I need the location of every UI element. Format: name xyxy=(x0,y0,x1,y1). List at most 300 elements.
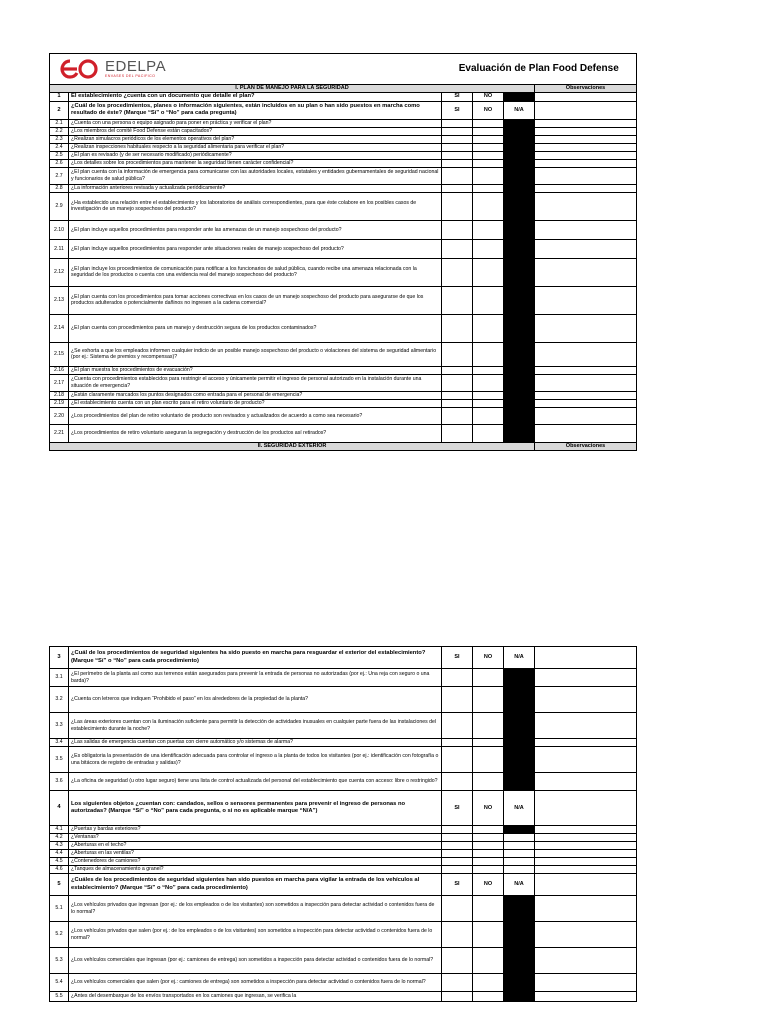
answer-si-cell[interactable] xyxy=(442,739,473,747)
question-text: ¿Puertas y bardas exteriores? xyxy=(69,826,442,834)
question-text: ¿Están claramente marcados los puntos designados como entrada para el personal de emergencia? xyxy=(69,391,442,399)
question-text: ¿Antes del desembarque de los envíos transportados en los camiones que ingresan, se verifica la xyxy=(69,992,442,1002)
observations-cell[interactable] xyxy=(535,151,637,159)
question-number: 5.5 xyxy=(50,992,69,1002)
observations-cell[interactable] xyxy=(535,220,637,239)
question-number: 2.14 xyxy=(50,314,69,342)
answer-no-cell[interactable] xyxy=(473,773,504,791)
question-text: ¿Aberturas en las ventilas? xyxy=(69,850,442,858)
answer-si-cell: SI xyxy=(442,647,473,669)
answer-na-cell[interactable] xyxy=(504,858,535,866)
question-row xyxy=(50,159,637,167)
question-number: 2.20 xyxy=(50,407,69,424)
answer-na-cell: N/A xyxy=(504,791,535,826)
question-text: ¿Cuenta con letreros que indiquen “Prohibido el paso” en los alrededores de la propiedad de la planta? xyxy=(69,687,442,713)
answer-no-cell[interactable] xyxy=(473,974,504,992)
question-number: 2.21 xyxy=(50,424,69,442)
edelpa-logo xyxy=(52,58,440,80)
answer-si-cell[interactable] xyxy=(442,747,473,773)
answer-na-cell xyxy=(504,167,535,184)
brand-name: EDELPA xyxy=(105,58,167,75)
answer-no-cell[interactable] xyxy=(473,184,504,192)
answer-si-cell[interactable] xyxy=(442,127,473,135)
question-number: 2.4 xyxy=(50,143,69,151)
question-number: 2.8 xyxy=(50,184,69,192)
answer-no-cell[interactable] xyxy=(473,127,504,135)
question-text: ¿El plan cuenta con la información de emergencia para comunicarse con las autoridades locales, estatales y entidades gubernamentales de seguridad nacional y funcionarios de salud pública? xyxy=(69,167,442,184)
question-row xyxy=(50,791,637,826)
question-row xyxy=(50,874,637,896)
answer-na-cell[interactable] xyxy=(504,834,535,842)
question-row xyxy=(50,258,637,286)
answer-si-cell[interactable] xyxy=(442,167,473,184)
question-number: 2.15 xyxy=(50,342,69,366)
question-number: 2.9 xyxy=(50,192,69,220)
observations-cell[interactable] xyxy=(535,101,637,119)
observations-cell[interactable] xyxy=(535,239,637,258)
answer-na-cell xyxy=(504,826,535,834)
question-number: 4 xyxy=(50,791,69,826)
question-row xyxy=(50,647,637,669)
question-number: 2.1 xyxy=(50,119,69,127)
answer-no-cell[interactable] xyxy=(473,948,504,974)
answer-si-cell[interactable] xyxy=(442,119,473,127)
question-number: 2.18 xyxy=(50,391,69,399)
observations-cell[interactable] xyxy=(535,647,637,669)
observations-cell[interactable] xyxy=(535,850,637,858)
question-row xyxy=(50,850,637,858)
answer-na-cell[interactable] xyxy=(504,866,535,874)
answer-si-cell[interactable] xyxy=(442,922,473,948)
answer-si-cell[interactable] xyxy=(442,192,473,220)
answer-no-cell[interactable] xyxy=(473,119,504,127)
question-number: 5.1 xyxy=(50,896,69,922)
answer-na-cell: N/A xyxy=(504,101,535,119)
question-number: 2.7 xyxy=(50,167,69,184)
question-number: 4.3 xyxy=(50,842,69,850)
answer-na-cell xyxy=(504,424,535,442)
answer-no-cell[interactable] xyxy=(473,342,504,366)
answer-si-cell: SI xyxy=(442,874,473,896)
answer-na-cell xyxy=(504,669,535,687)
observations-cell[interactable] xyxy=(535,286,637,314)
observations-cell[interactable] xyxy=(535,192,637,220)
observations-cell[interactable] xyxy=(535,119,637,127)
question-text: ¿Realizan inspecciones habituales respecto a la seguridad alimentaria para verificar el plan? xyxy=(69,143,442,151)
answer-na-cell xyxy=(504,92,535,101)
observations-cell[interactable] xyxy=(535,866,637,874)
answer-no-cell[interactable] xyxy=(473,866,504,874)
observations-cell[interactable] xyxy=(535,127,637,135)
answer-na-cell xyxy=(504,974,535,992)
answer-na-cell xyxy=(504,314,535,342)
answer-no-cell[interactable] xyxy=(473,220,504,239)
question-text: ¿El plan incluye aquellos procedimientos para responder ante las amenazas de un manejo sospechoso del producto? xyxy=(69,220,442,239)
question-text: ¿Los miembros del comité Food Defense están capacitados? xyxy=(69,127,442,135)
question-number: 5.4 xyxy=(50,974,69,992)
question-row xyxy=(50,127,637,135)
question-number: 3.2 xyxy=(50,687,69,713)
question-row xyxy=(50,922,637,948)
observations-cell[interactable] xyxy=(535,739,637,747)
answer-no-cell[interactable] xyxy=(473,669,504,687)
question-number: 2 xyxy=(50,101,69,119)
answer-si-cell[interactable] xyxy=(442,407,473,424)
question-row xyxy=(50,739,637,747)
answer-na-cell xyxy=(504,184,535,192)
question-text: ¿Es obligatoria la presentación de una identificación adecuada para controlar el ingreso a la planta de todos los visitantes (por ej.: identificación con fotografía o una bitácora de registro de entradas y salidas)? xyxy=(69,747,442,773)
answer-si-cell: SI xyxy=(442,92,473,101)
question-row xyxy=(50,119,637,127)
answer-si-cell[interactable] xyxy=(442,220,473,239)
answer-no-cell[interactable] xyxy=(473,687,504,713)
question-row xyxy=(50,948,637,974)
observations-cell[interactable] xyxy=(535,159,637,167)
answer-no-cell[interactable] xyxy=(473,366,504,374)
answer-no-cell: NO xyxy=(473,874,504,896)
answer-si-cell[interactable] xyxy=(442,374,473,391)
answer-si-cell[interactable] xyxy=(442,669,473,687)
question-number: 1 xyxy=(50,92,69,101)
question-text: ¿Los detalles sobre los procedimientos para mantener la seguridad tienen carácter confidencial? xyxy=(69,159,442,167)
answer-na-cell xyxy=(504,747,535,773)
answer-si-cell[interactable] xyxy=(442,773,473,791)
observations-cell[interactable] xyxy=(535,399,637,407)
question-row xyxy=(50,192,637,220)
answer-si-cell: SI xyxy=(442,101,473,119)
answer-si-cell[interactable] xyxy=(442,159,473,167)
question-row xyxy=(50,424,637,442)
observations-cell[interactable] xyxy=(535,374,637,391)
evaluation-sheet-part1 xyxy=(49,53,636,451)
answer-na-cell xyxy=(504,713,535,739)
answer-si-cell: SI xyxy=(442,791,473,826)
observations-cell[interactable] xyxy=(535,687,637,713)
observations-cell[interactable] xyxy=(535,314,637,342)
observations-cell[interactable] xyxy=(535,791,637,826)
question-text: ¿Los vehículos privados que salen (por ej.: de los empleados o de los visitantes) son sometidos a inspección para detectar actividad o contenidos fuera de lo normal? xyxy=(69,922,442,948)
answer-no-cell[interactable] xyxy=(473,143,504,151)
observations-cell[interactable] xyxy=(535,922,637,948)
question-number: 2.12 xyxy=(50,258,69,286)
observations-cell[interactable] xyxy=(535,747,637,773)
question-number: 2.11 xyxy=(50,239,69,258)
answer-si-cell[interactable] xyxy=(442,399,473,407)
answer-na-cell xyxy=(504,220,535,239)
answer-na-cell xyxy=(504,119,535,127)
answer-na-cell xyxy=(504,159,535,167)
answer-no-cell[interactable] xyxy=(473,922,504,948)
observations-cell[interactable] xyxy=(535,407,637,424)
question-number: 5.3 xyxy=(50,948,69,974)
answer-si-cell[interactable] xyxy=(442,258,473,286)
observations-cell[interactable] xyxy=(535,391,637,399)
answer-si-cell[interactable] xyxy=(442,826,473,834)
answer-na-cell xyxy=(504,366,535,374)
observations-header: Observaciones xyxy=(535,442,637,450)
answer-no-cell[interactable] xyxy=(473,747,504,773)
answer-na-cell xyxy=(504,239,535,258)
observations-cell[interactable] xyxy=(535,366,637,374)
question-text: ¿El plan incluye aquellos procedimientos para responder ante situaciones reales de manejo sospechoso del producto? xyxy=(69,239,442,258)
answer-si-cell[interactable] xyxy=(442,842,473,850)
answer-si-cell[interactable] xyxy=(442,974,473,992)
question-number: 2.3 xyxy=(50,135,69,143)
answer-si-cell[interactable] xyxy=(442,424,473,442)
observations-cell[interactable] xyxy=(535,167,637,184)
answer-si-cell[interactable] xyxy=(442,992,473,1002)
answer-si-cell[interactable] xyxy=(442,948,473,974)
answer-si-cell[interactable] xyxy=(442,143,473,151)
answer-si-cell[interactable] xyxy=(442,391,473,399)
answer-no-cell[interactable] xyxy=(473,258,504,286)
question-text: ¿El plan cuenta con los procedimientos para tomar acciones correctivas en los casos de un manejo sospechoso del producto para asegurarse de que los productos adulterados o potencialmente dañinos no ingresen a la cadena comercial? xyxy=(69,286,442,314)
question-row xyxy=(50,842,637,850)
answer-na-cell[interactable] xyxy=(504,850,535,858)
evaluation-sheet-part2 xyxy=(49,646,636,1002)
answer-no-cell[interactable] xyxy=(473,314,504,342)
answer-no-cell: NO xyxy=(473,92,504,101)
question-row xyxy=(50,407,637,424)
answer-no-cell[interactable] xyxy=(473,992,504,1002)
question-row xyxy=(50,974,637,992)
answer-na-cell xyxy=(504,399,535,407)
question-row xyxy=(50,167,637,184)
question-row xyxy=(50,135,637,143)
observations-cell[interactable] xyxy=(535,842,637,850)
answer-no-cell[interactable] xyxy=(473,167,504,184)
answer-no-cell[interactable] xyxy=(473,374,504,391)
answer-no-cell[interactable] xyxy=(473,850,504,858)
answer-si-cell[interactable] xyxy=(442,314,473,342)
edelpa-logo-icon xyxy=(58,58,100,80)
observations-cell[interactable] xyxy=(535,948,637,974)
answer-si-cell[interactable] xyxy=(442,896,473,922)
observations-cell[interactable] xyxy=(535,858,637,866)
question-row xyxy=(50,239,637,258)
answer-na-cell xyxy=(504,992,535,1002)
brand-subtitle: ENVASES DEL PACIFICO xyxy=(105,74,156,78)
answer-no-cell[interactable] xyxy=(473,424,504,442)
question-row xyxy=(50,391,637,399)
answer-si-cell[interactable] xyxy=(442,239,473,258)
answer-no-cell[interactable] xyxy=(473,286,504,314)
observations-cell[interactable] xyxy=(535,258,637,286)
question-text: El establecimiento ¿cuenta con un documento que detalle el plan? xyxy=(69,92,442,101)
answer-no-cell[interactable] xyxy=(473,858,504,866)
question-row xyxy=(50,992,637,1002)
question-row xyxy=(50,314,637,342)
question-text: ¿La oficina de seguridad (u otro lugar seguro) tiene una lista de control actualizada del personal del establecimiento que cuenta con acceso: libre o restringido? xyxy=(69,773,442,791)
answer-na-cell xyxy=(504,948,535,974)
observations-cell[interactable] xyxy=(535,826,637,834)
question-text: ¿La información anteriores revisada y actualizada periódicamente? xyxy=(69,184,442,192)
observations-cell[interactable] xyxy=(535,713,637,739)
section-header-exterior xyxy=(50,442,637,450)
question-row xyxy=(50,101,637,119)
question-number: 2.19 xyxy=(50,399,69,407)
question-number: 3 xyxy=(50,647,69,669)
answer-no-cell[interactable] xyxy=(473,399,504,407)
observations-cell[interactable] xyxy=(535,143,637,151)
answer-no-cell[interactable] xyxy=(473,159,504,167)
section-title-plan: I. PLAN DE MANEJO PARA LA SEGURIDAD xyxy=(50,85,535,93)
question-text: ¿El plan cuenta con procedimientos para un manejo y destrucción segura de los productos contaminados? xyxy=(69,314,442,342)
evaluation-table-part2 xyxy=(49,646,637,1002)
answer-na-cell xyxy=(504,192,535,220)
question-number: 2.13 xyxy=(50,286,69,314)
section-header-plan xyxy=(50,85,637,93)
question-text: ¿Realizan simulacros periódicos de los elementos operativos del plan? xyxy=(69,135,442,143)
answer-si-cell[interactable] xyxy=(442,184,473,192)
question-text: ¿Los procedimientos del plan de retiro voluntario de producto son revisados y actualizados de acuerdo a como sea necesario? xyxy=(69,407,442,424)
observations-cell[interactable] xyxy=(535,896,637,922)
observations-cell[interactable] xyxy=(535,992,637,1002)
question-row xyxy=(50,92,637,101)
observations-header: Observaciones xyxy=(535,85,637,93)
answer-no-cell[interactable] xyxy=(473,239,504,258)
observations-cell[interactable] xyxy=(535,974,637,992)
question-text: ¿Aberturas en el techo? xyxy=(69,842,442,850)
question-number: 4.2 xyxy=(50,834,69,842)
question-text: ¿Tanques de almacenamiento a granel? xyxy=(69,866,442,874)
observations-cell[interactable] xyxy=(535,92,637,101)
answer-si-cell[interactable] xyxy=(442,858,473,866)
question-number: 3.6 xyxy=(50,773,69,791)
question-text: ¿Los procedimientos de retiro voluntario aseguran la segregación y destrucción de los productos así retirados? xyxy=(69,424,442,442)
observations-cell[interactable] xyxy=(535,669,637,687)
question-number: 5 xyxy=(50,874,69,896)
answer-na-cell: N/A xyxy=(504,647,535,669)
answer-si-cell[interactable] xyxy=(442,342,473,366)
answer-na-cell xyxy=(504,135,535,143)
answer-no-cell[interactable] xyxy=(473,896,504,922)
answer-si-cell[interactable] xyxy=(442,866,473,874)
answer-si-cell[interactable] xyxy=(442,713,473,739)
answer-si-cell[interactable] xyxy=(442,366,473,374)
answer-no-cell[interactable] xyxy=(473,407,504,424)
answer-no-cell: NO xyxy=(473,791,504,826)
question-text: ¿Cuáles de los procedimientos de seguridad siguientes han sido puestos en marcha para vigilar la entrada de los vehículos al establecimiento? (Marque “Sí” o “No” para cada procedimiento) xyxy=(69,874,442,896)
question-text: ¿Ventanas? xyxy=(69,834,442,842)
evaluation-table-part1 xyxy=(49,53,637,451)
question-text: ¿Cuenta con una persona o equipo asignado para poner en práctica y verificar el plan? xyxy=(69,119,442,127)
question-row xyxy=(50,366,637,374)
section-title-exterior: II. SEGURIDAD EXTERIOR xyxy=(50,442,535,450)
question-row xyxy=(50,342,637,366)
answer-na-cell xyxy=(504,286,535,314)
question-row xyxy=(50,826,637,834)
question-number: 4.4 xyxy=(50,850,69,858)
question-number: 4.1 xyxy=(50,826,69,834)
question-number: 4.6 xyxy=(50,866,69,874)
question-number: 2.17 xyxy=(50,374,69,391)
answer-na-cell xyxy=(504,896,535,922)
observations-cell[interactable] xyxy=(535,342,637,366)
answer-na-cell xyxy=(504,342,535,366)
answer-no-cell: NO xyxy=(473,647,504,669)
answer-na-cell xyxy=(504,739,535,747)
answer-na-cell xyxy=(504,407,535,424)
question-row xyxy=(50,286,637,314)
answer-si-cell[interactable] xyxy=(442,850,473,858)
answer-si-cell[interactable] xyxy=(442,834,473,842)
answer-na-cell xyxy=(504,391,535,399)
answer-na-cell xyxy=(504,258,535,286)
question-row xyxy=(50,773,637,791)
question-number: 3.1 xyxy=(50,669,69,687)
question-text: Los siguientes objetos ¿cuentan con: candados, sellos o sensores permanentes para prevenir el ingreso de personas no autorizadas? (Marque “Sí” o “No” para cada pregunta, o si no es aplicable marque “N/A”) xyxy=(69,791,442,826)
question-row xyxy=(50,896,637,922)
observations-cell[interactable] xyxy=(535,874,637,896)
answer-na-cell xyxy=(504,143,535,151)
observations-cell[interactable] xyxy=(535,135,637,143)
question-row xyxy=(50,866,637,874)
answer-si-cell[interactable] xyxy=(442,151,473,159)
question-row xyxy=(50,399,637,407)
answer-no-cell[interactable] xyxy=(473,826,504,834)
answer-na-cell xyxy=(504,687,535,713)
question-text: ¿El perímetro de la planta así como sus terrenos están asegurados para prevenir la entrada de personas no autorizadas (por ej.: Una reja con seguro o una barda)? xyxy=(69,669,442,687)
observations-cell[interactable] xyxy=(535,834,637,842)
question-row xyxy=(50,374,637,391)
question-text: ¿Contenedores de camiones? xyxy=(69,858,442,866)
question-text: ¿Ha establecido una relación entre el establecimiento y los laboratorios de análisis correspondientes, para que éste colabore en los posibles casos de investigación de un manejo sospechoso del producto? xyxy=(69,192,442,220)
question-row xyxy=(50,143,637,151)
answer-si-cell[interactable] xyxy=(442,286,473,314)
question-row xyxy=(50,220,637,239)
question-row xyxy=(50,151,637,159)
answer-no-cell[interactable] xyxy=(473,135,504,143)
question-number: 3.4 xyxy=(50,739,69,747)
observations-cell[interactable] xyxy=(535,184,637,192)
observations-cell[interactable] xyxy=(535,424,637,442)
answer-no-cell[interactable] xyxy=(473,842,504,850)
question-row xyxy=(50,669,637,687)
question-text: ¿El plan incluye los procedimientos de comunicación para notificar a los funcionarios de salud pública, cuando recibe una amenaza relacionada con la seguridad de los productos o cuenta con una evidencia real del manejo sospechoso del producto? xyxy=(69,258,442,286)
question-number: 3.3 xyxy=(50,713,69,739)
answer-no-cell[interactable] xyxy=(473,151,504,159)
observations-cell[interactable] xyxy=(535,773,637,791)
question-row xyxy=(50,687,637,713)
question-row xyxy=(50,858,637,866)
page-title: Evaluación de Plan Food Defense xyxy=(442,54,637,85)
question-number: 5.2 xyxy=(50,922,69,948)
answer-no-cell[interactable] xyxy=(473,739,504,747)
question-row xyxy=(50,713,637,739)
answer-na-cell: N/A xyxy=(504,874,535,896)
answer-no-cell[interactable] xyxy=(473,713,504,739)
question-text: ¿Cuenta con procedimientos establecidos para restringir el acceso y únicamente permitir el ingreso de personal autorizado en la instalación durante una situación de emergencia? xyxy=(69,374,442,391)
answer-na-cell xyxy=(504,773,535,791)
question-row xyxy=(50,184,637,192)
question-number: 2.6 xyxy=(50,159,69,167)
answer-si-cell[interactable] xyxy=(442,687,473,713)
question-number: 3.5 xyxy=(50,747,69,773)
question-text: ¿Los vehículos comerciales que salen (por ej.: camiones de entrega) son sometidos a inspección para detectar actividad o contenidos fuera de lo normal? xyxy=(69,974,442,992)
answer-na-cell xyxy=(504,127,535,135)
answer-na-cell[interactable] xyxy=(504,842,535,850)
question-number: 2.16 xyxy=(50,366,69,374)
answer-no-cell: NO xyxy=(473,101,504,119)
question-text: ¿El plan es revisado (y de ser necesario modificado) periódicamente? xyxy=(69,151,442,159)
question-row xyxy=(50,747,637,773)
question-row xyxy=(50,834,637,842)
answer-no-cell[interactable] xyxy=(473,391,504,399)
answer-si-cell[interactable] xyxy=(442,135,473,143)
answer-no-cell[interactable] xyxy=(473,834,504,842)
answer-no-cell[interactable] xyxy=(473,192,504,220)
